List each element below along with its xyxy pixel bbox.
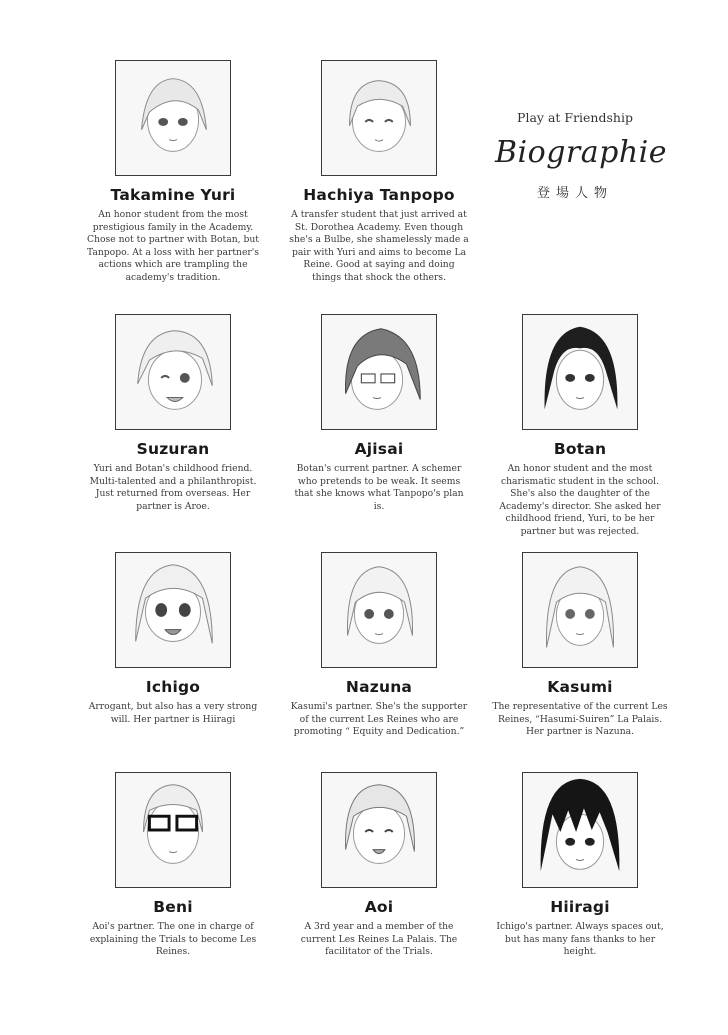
character-name: Nazuna	[345, 678, 413, 696]
character-name: Ajisai	[354, 440, 404, 458]
character-name: Suzuran	[136, 440, 210, 458]
portrait-image	[115, 772, 231, 888]
character-description: Kasumi's partner. She's the supporter of the current Les Reines who are promoting “ Equity and Dedication.”	[290, 701, 468, 738]
portrait-image	[115, 314, 231, 430]
character-name: Aoi	[364, 898, 394, 916]
character-description: An honor student from the most prestigious family in the Academy. Chose not to partner with Botan, but Tanpopo. At a loss with her partner's actions which are trampling the academy's tradition.	[86, 209, 260, 283]
character-description: An honor student and the most charismatic student in the school. She's also the daughter of the Academy's director. She asked her childhood friend, Yuri, to be her partner but was rejected.	[499, 463, 661, 537]
character-name: Botan	[553, 440, 607, 458]
character-description: Ichigo's partner. Always spaces out, but has many fans thanks to her height.	[496, 921, 664, 958]
character-description: Arrogant, but also has a very strong will. Her partner is Hiiragi	[88, 701, 258, 725]
header-subtitle: Play at Friendship	[517, 110, 633, 125]
portrait-image	[321, 60, 437, 176]
portrait-image	[522, 314, 638, 430]
portrait-image	[115, 552, 231, 668]
character-card-botan	[485, 314, 675, 539]
portrait-image	[115, 60, 231, 176]
character-name: Ichigo	[145, 678, 201, 696]
character-card-nazuna	[284, 552, 474, 739]
character-description: A 3rd year and a member of the current Les Reines La Palais. The facilitator of the Trials.	[300, 921, 458, 958]
character-card-beni	[78, 772, 268, 959]
character-card-hiiragi	[485, 772, 675, 959]
portrait-image	[321, 314, 437, 430]
character-description: Aoi's partner. The one in charge of explaining the Trials to become Les Reines.	[89, 921, 257, 958]
header-title: Biographie	[495, 135, 668, 170]
character-card-hachiya-tanpopo	[284, 60, 474, 285]
character-card-kasumi	[485, 552, 675, 739]
character-name: Beni	[153, 898, 193, 916]
character-description: Botan's current partner. A schemer who pretends to be weak. It seems that she knows what Tanpopo's plan is.	[294, 463, 464, 512]
portrait-image	[321, 772, 437, 888]
page-header	[495, 110, 668, 201]
character-card-ichigo	[78, 552, 268, 726]
character-card-suzuran	[78, 314, 268, 513]
character-description: The representative of the current Les Reines, “Hasumi-Suiren” La Palais. Her partner is Nazuna.	[492, 701, 668, 738]
portrait-image	[522, 772, 638, 888]
character-name: Hachiya Tanpopo	[303, 186, 455, 204]
character-card-ajisai	[284, 314, 474, 513]
character-card-takamine-yuri	[78, 60, 268, 285]
portrait-image	[522, 552, 638, 668]
character-card-aoi	[284, 772, 474, 959]
character-name: Hiiragi	[550, 898, 610, 916]
character-description: A transfer student that just arrived at St. Dorothea Academy. Even though she's a Bulbe, she shamelessly made a pair with Yuri and aims to become La Reine. Good at saying and doing things that shock the others.	[289, 209, 469, 283]
character-name: Takamine Yuri	[110, 186, 236, 204]
character-name: Kasumi	[547, 678, 613, 696]
portrait-image	[321, 552, 437, 668]
header-japanese-title: 登場人物	[536, 186, 613, 201]
character-description: Yuri and Botan's childhood friend. Multi-talented and a philanthropist. Just returned from overseas. Her partner is Aroe.	[89, 463, 257, 512]
